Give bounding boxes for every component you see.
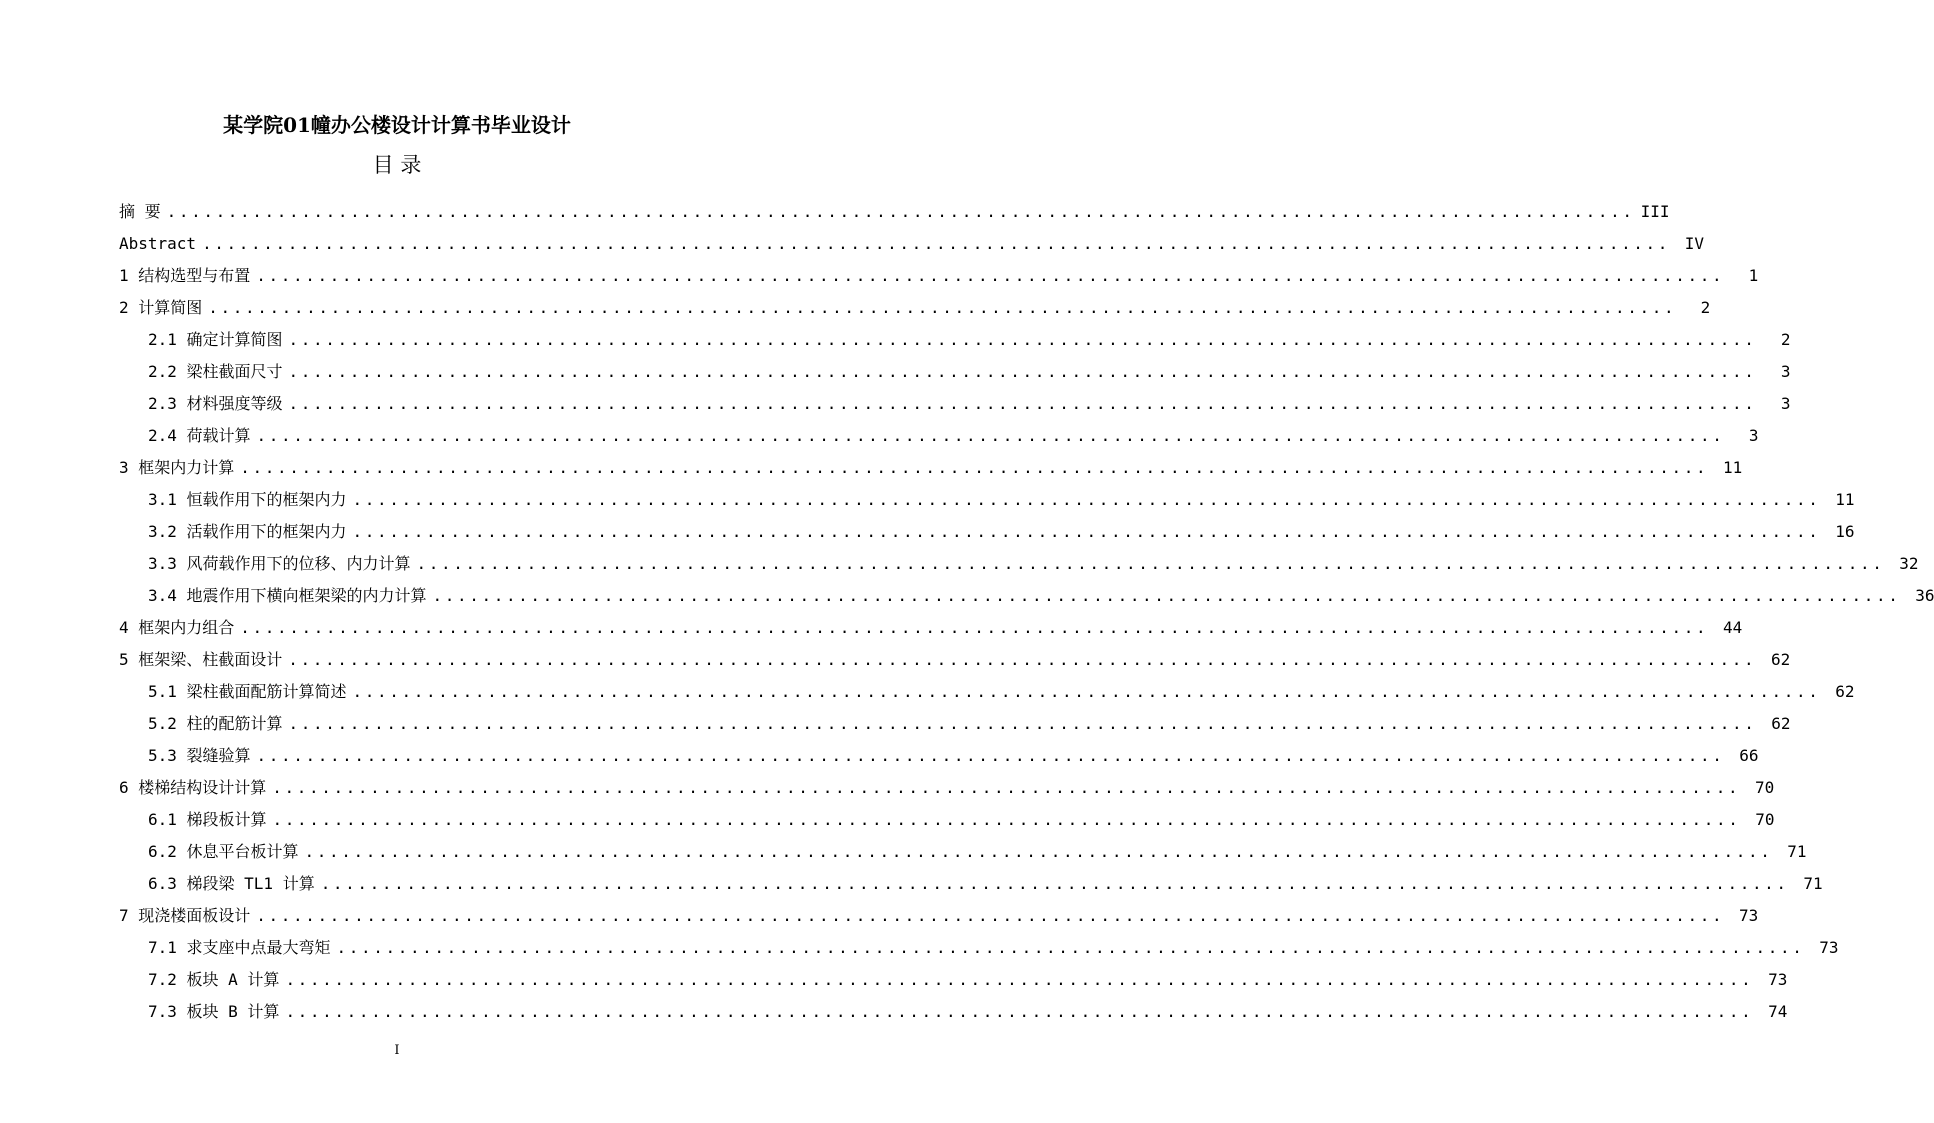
toc-subentry[interactable] bbox=[148, 580, 1934, 612]
toc-entry-page: 70 bbox=[1755, 810, 1775, 829]
toc-entry-label: 3.4 地震作用下横向框架梁的内力计算 bbox=[148, 586, 427, 605]
toc-leader-dots: ........................................................................................................................ bbox=[202, 234, 1670, 253]
toc-subentry[interactable] bbox=[148, 388, 1791, 420]
toc-leader-dots: ........................................................................................................................ bbox=[208, 298, 1677, 317]
toc-entry-label: 2.3 材料强度等级 bbox=[148, 394, 283, 413]
toc-entry-page: 73 bbox=[1819, 938, 1839, 957]
toc-entry-page: IV bbox=[1684, 234, 1704, 253]
toc-entry[interactable] bbox=[119, 260, 1759, 292]
toc-leader-dots: ........................................................................................................................ bbox=[272, 810, 1741, 829]
toc-entry-label: Abstract bbox=[119, 234, 197, 253]
toc-entry-page: 2 bbox=[1700, 298, 1711, 317]
toc-entry-label: 2.2 梁柱截面尺寸 bbox=[148, 362, 283, 381]
toc-subentry[interactable] bbox=[148, 516, 1855, 548]
toc-leader-dots: ........................................................................................................................ bbox=[285, 970, 1754, 989]
toc-leader-dots: ........................................................................................................................ bbox=[432, 586, 1901, 605]
toc-subentry[interactable] bbox=[148, 548, 1919, 580]
toc-entry-label: 4 框架内力组合 bbox=[119, 618, 235, 637]
toc-leader-dots: ........................................................................................................................ bbox=[256, 426, 1725, 445]
toc-entry[interactable] bbox=[119, 612, 1743, 644]
toc-subentry[interactable] bbox=[148, 996, 1788, 1028]
toc-leader-dots: ........................................................................................................................ bbox=[288, 714, 1757, 733]
toc-entry[interactable] bbox=[119, 452, 1743, 484]
toc-entry-label: 7.3 板块 B 计算 bbox=[148, 1002, 280, 1021]
toc-entry-page: 62 bbox=[1771, 714, 1791, 733]
toc-leader-dots: ........................................................................................................................ bbox=[352, 522, 1821, 541]
toc-entry[interactable] bbox=[119, 228, 1704, 260]
toc-entry-page: 44 bbox=[1722, 618, 1743, 637]
toc-entry-page: 3 bbox=[1780, 394, 1791, 413]
toc-entry-label: 5 框架梁、柱截面设计 bbox=[119, 650, 283, 669]
toc-entry-label: 3.2 活载作用下的框架内力 bbox=[148, 522, 347, 541]
toc-entry-page: 71 bbox=[1787, 842, 1807, 861]
toc-leader-dots: ........................................................................................................................ bbox=[256, 906, 1725, 925]
toc-subentry[interactable] bbox=[148, 356, 1791, 388]
toc-entry-label: 7 现浇楼面板设计 bbox=[119, 906, 251, 925]
toc-entry-page: 11 bbox=[1835, 490, 1855, 509]
toc-subentry[interactable] bbox=[148, 964, 1788, 996]
toc-leader-dots: ........................................................................................................................ bbox=[256, 746, 1725, 765]
toc-leader-dots: ........................................................................................................................ bbox=[320, 874, 1789, 893]
toc-entry-page: 3 bbox=[1780, 362, 1791, 381]
toc-heading: 目 录 bbox=[372, 153, 422, 177]
toc-subentry[interactable] bbox=[148, 868, 1823, 900]
toc-entry-label: 6 楼梯结构设计计算 bbox=[119, 778, 267, 797]
toc-leader-dots: ........................................................................................................................ bbox=[416, 554, 1885, 573]
toc-entry[interactable] bbox=[119, 196, 1670, 228]
document-title: 某学院01幢办公楼设计计算书毕业设计 bbox=[223, 113, 571, 137]
toc-leader-dots: ........................................................................................................................ bbox=[304, 842, 1773, 861]
toc-entry-page: 71 bbox=[1803, 874, 1823, 893]
toc-entry[interactable] bbox=[119, 292, 1711, 324]
toc-entry-label: 5.2 柱的配筋计算 bbox=[148, 714, 283, 733]
toc-subentry[interactable] bbox=[148, 484, 1855, 516]
toc-entry-label: 2.1 确定计算简图 bbox=[148, 330, 283, 349]
page-number: I bbox=[394, 1043, 400, 1058]
toc-leader-dots: ........................................................................................................................ bbox=[352, 682, 1821, 701]
toc-entry-page: 36 bbox=[1915, 586, 1934, 605]
toc-entry-label: 5.3 裂缝验算 bbox=[148, 746, 251, 765]
toc-leader-dots: ........................................................................................................................ bbox=[285, 1002, 1754, 1021]
toc-subentry[interactable] bbox=[148, 420, 1759, 452]
toc-entry-page: 11 bbox=[1722, 458, 1743, 477]
toc-entry-page: 74 bbox=[1768, 1002, 1788, 1021]
toc-entry[interactable] bbox=[119, 900, 1759, 932]
toc-entry-label: 摘 要 bbox=[119, 202, 161, 221]
toc-subentry[interactable] bbox=[148, 324, 1791, 356]
toc-subentry[interactable] bbox=[148, 740, 1759, 772]
toc-entry[interactable] bbox=[119, 644, 1791, 676]
toc-entry-label: 1 结构选型与布置 bbox=[119, 266, 251, 285]
toc-entry[interactable] bbox=[119, 772, 1775, 804]
toc-entry-label: 6.3 梯段梁 TL1 计算 bbox=[148, 874, 315, 893]
toc-entry-page: 1 bbox=[1748, 266, 1759, 285]
toc-leader-dots: ........................................................................................................................ bbox=[288, 362, 1757, 381]
toc-entry-label: 3.1 恒载作用下的框架内力 bbox=[148, 490, 347, 509]
toc-entry-page: 70 bbox=[1754, 778, 1775, 797]
toc-leader-dots: ........................................................................................................................ bbox=[240, 618, 1709, 637]
toc-leader-dots: ........................................................................................................................ bbox=[336, 938, 1805, 957]
toc-entry-label: 5.1 梁柱截面配筋计算简述 bbox=[148, 682, 347, 701]
toc-entry-page: 73 bbox=[1738, 906, 1759, 925]
toc-entry-page: 62 bbox=[1770, 650, 1791, 669]
toc-leader-dots: ........................................................................................................................ bbox=[288, 330, 1757, 349]
toc-entry-label: 3.3 风荷载作用下的位移、内力计算 bbox=[148, 554, 411, 573]
toc-entry-label: 3 框架内力计算 bbox=[119, 458, 235, 477]
toc-entry-label: 2.4 荷载计算 bbox=[148, 426, 251, 445]
toc-entry-page: 66 bbox=[1739, 746, 1759, 765]
toc-leader-dots: ........................................................................................................................ bbox=[166, 202, 1635, 221]
toc-leader-dots: ........................................................................................................................ bbox=[288, 650, 1757, 669]
toc-leader-dots: ........................................................................................................................ bbox=[256, 266, 1725, 285]
toc-entry-page: 3 bbox=[1748, 426, 1759, 445]
toc-subentry[interactable] bbox=[148, 932, 1839, 964]
toc-entry-page: 32 bbox=[1899, 554, 1919, 573]
toc-subentry[interactable] bbox=[148, 804, 1775, 836]
toc-leader-dots: ........................................................................................................................ bbox=[288, 394, 1757, 413]
toc-entry-label: 6.1 梯段板计算 bbox=[148, 810, 267, 829]
toc-entry-label: 2 计算简图 bbox=[119, 298, 203, 317]
toc-entry-page: 16 bbox=[1835, 522, 1855, 541]
toc-leader-dots: ........................................................................................................................ bbox=[272, 778, 1741, 797]
toc-leader-dots: ........................................................................................................................ bbox=[352, 490, 1821, 509]
toc-subentry[interactable] bbox=[148, 836, 1807, 868]
toc-subentry[interactable] bbox=[148, 676, 1855, 708]
toc-subentry[interactable] bbox=[148, 708, 1791, 740]
toc-entry-page: 73 bbox=[1768, 970, 1788, 989]
toc-entry-label: 7.1 求支座中点最大弯矩 bbox=[148, 938, 331, 957]
toc-entry-label: 6.2 休息平台板计算 bbox=[148, 842, 299, 861]
toc-entry-label: 7.2 板块 A 计算 bbox=[148, 970, 280, 989]
toc-entry-page: III bbox=[1640, 202, 1670, 221]
toc-leader-dots: ........................................................................................................................ bbox=[240, 458, 1709, 477]
toc-entry-page: 2 bbox=[1780, 330, 1791, 349]
toc-entry-page: 62 bbox=[1835, 682, 1855, 701]
